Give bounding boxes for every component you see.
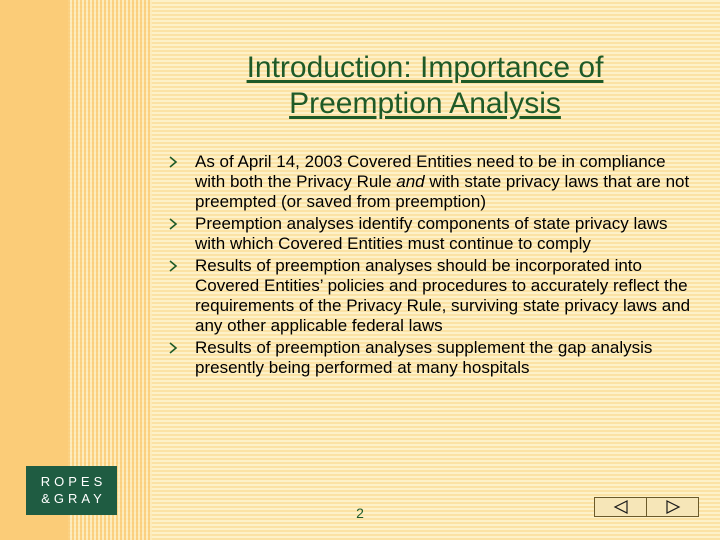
logo-line-2: &GRAY	[41, 491, 106, 506]
slide-title	[150, 50, 700, 122]
arrowhead-bullet-icon	[168, 260, 179, 272]
next-slide-button[interactable]	[646, 498, 698, 516]
ropes-gray-logo	[26, 466, 117, 515]
left-color-band	[0, 0, 68, 540]
bullet-text: Preemption analyses identify components of state privacy laws with which Covered Entities must continue to comply	[195, 214, 668, 253]
logo-line-1: ROPES	[40, 474, 107, 489]
emphasis-and: and	[396, 172, 425, 191]
page-number: 2	[356, 505, 364, 521]
arrowhead-bullet-icon	[168, 156, 179, 168]
bullet-text: As of April 14, 2003 Covered Entities need to be in compliance with both the Privacy Rule and with state privacy laws that are not preempted (or saved from preemption)	[195, 152, 690, 211]
bullet-text: Results of preemption analyses should be incorporated into Covered Entities’ policies and procedures to accurately reflect the requirements of the Privacy Rule, surviving state privacy laws and any other applicable federal laws	[195, 256, 691, 335]
bullet-list	[168, 152, 693, 380]
slide-navigation	[594, 497, 699, 517]
bullet-item-2	[168, 214, 693, 254]
vertical-stripe-band	[68, 0, 152, 540]
slide-title-line-2: Preemption Analysis	[289, 87, 561, 120]
arrowhead-bullet-icon	[168, 342, 179, 354]
previous-slide-button[interactable]	[595, 498, 646, 516]
arrowhead-bullet-icon	[168, 218, 179, 230]
slide-title-line-1: Introduction: Importance of	[246, 51, 604, 84]
bullet-item-1	[168, 152, 693, 212]
triangle-left-icon	[613, 500, 629, 514]
bullet-item-4	[168, 338, 693, 378]
bullet-text: Results of preemption analyses supplement the gap analysis presently being performed at many hospitals	[195, 338, 653, 377]
bullet-item-3	[168, 256, 693, 336]
triangle-right-icon	[665, 500, 681, 514]
